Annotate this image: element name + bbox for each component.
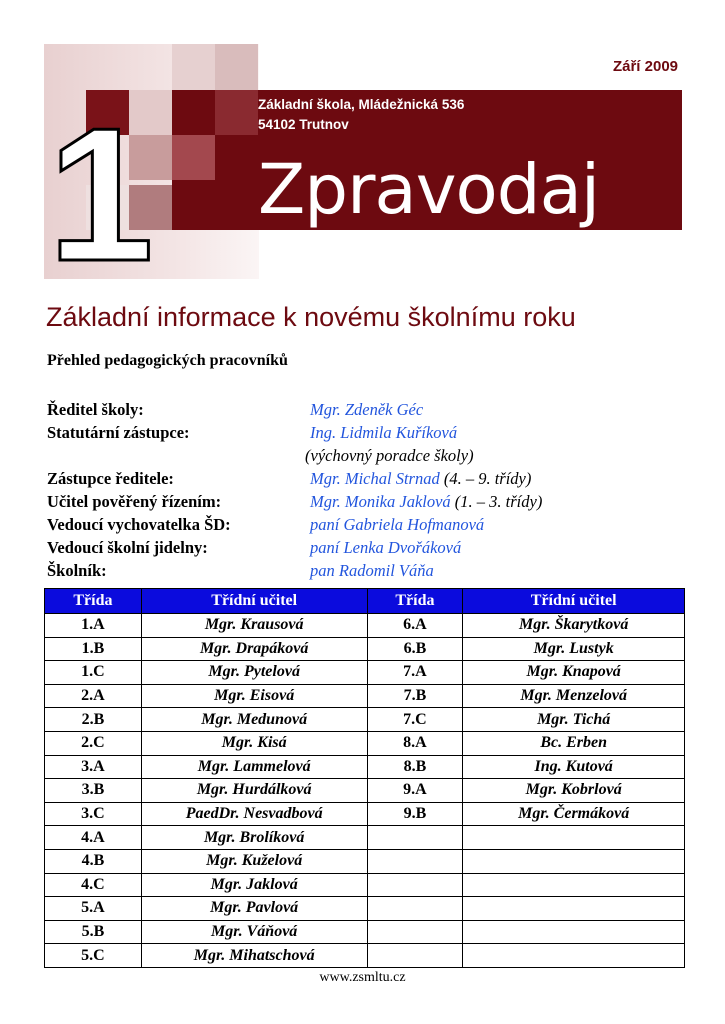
teacher-cell: Bc. Erben	[463, 731, 685, 755]
class-cell	[367, 920, 463, 944]
header-square	[215, 44, 258, 90]
class-cell: 1.C	[45, 661, 142, 685]
class-cell: 4.B	[45, 849, 142, 873]
teacher-cell: Mgr. Krausová	[141, 614, 367, 638]
teacher-cell: Mgr. Kobrlová	[463, 779, 685, 803]
teacher-cell: PaedDr. Nesvadbová	[141, 802, 367, 826]
class-cell: 4.C	[45, 873, 142, 897]
table-row	[45, 755, 685, 779]
staff-role: Ředitel školy:	[47, 400, 144, 419]
teacher-cell: Mgr. Pavlová	[141, 897, 367, 921]
teacher-cell: Mgr. Brolíková	[141, 826, 367, 850]
table-row	[45, 779, 685, 803]
table-row	[45, 731, 685, 755]
teacher-cell: Mgr. Menzelová	[463, 684, 685, 708]
table-row	[45, 897, 685, 921]
staff-name: Mgr. Michal Strnad (4. – 9. třídy)	[310, 469, 532, 488]
class-cell: 5.C	[45, 944, 142, 968]
staff-role: Statutární zástupce:	[47, 423, 190, 442]
class-cell: 2.A	[45, 684, 142, 708]
staff-role: Zástupce ředitele:	[47, 469, 174, 488]
newsletter-title: Zpravodaj	[258, 150, 600, 230]
teacher-cell: Mgr. Medunová	[141, 708, 367, 732]
header-square	[172, 44, 215, 90]
teacher-cell: Mgr. Mihatschová	[141, 944, 367, 968]
page-heading: Základní informace k novému školnímu roku	[46, 302, 576, 332]
class-cell: 6.B	[367, 637, 463, 661]
header-square	[215, 90, 258, 135]
staff-role: Vedoucí vychovatelka ŠD:	[47, 515, 231, 534]
section-subheading: Přehled pedagogických pracovníků	[47, 352, 288, 369]
table-row	[45, 614, 685, 638]
class-cell: 1.B	[45, 637, 142, 661]
staff-note: (výchovný poradce školy)	[305, 446, 474, 465]
column-header-teacher: Třídní učitel	[463, 589, 685, 614]
class-cell: 8.A	[367, 731, 463, 755]
class-cell: 3.B	[45, 779, 142, 803]
staff-name: Mgr. Monika Jaklová (1. – 3. třídy)	[310, 492, 543, 511]
teacher-cell: Mgr. Eisová	[141, 684, 367, 708]
class-cell: 9.A	[367, 779, 463, 803]
class-cell: 5.A	[45, 897, 142, 921]
class-cell: 8.B	[367, 755, 463, 779]
class-cell	[367, 849, 463, 873]
teacher-cell: Mgr. Tichá	[463, 708, 685, 732]
class-cell: 7.B	[367, 684, 463, 708]
staff-name: Ing. Lidmila Kuříková	[310, 423, 458, 442]
teacher-cell: Mgr. Jaklová	[141, 873, 367, 897]
staff-role: Učitel pověřený řízením:	[47, 492, 222, 511]
table-row	[45, 684, 685, 708]
teacher-cell: Mgr. Kuželová	[141, 849, 367, 873]
teacher-cell: Mgr. Kisá	[141, 731, 367, 755]
teacher-cell: Mgr. Pytelová	[141, 661, 367, 685]
table-row	[45, 849, 685, 873]
table-row	[45, 802, 685, 826]
teacher-cell: Mgr. Knapová	[463, 661, 685, 685]
staff-name: Mgr. Zdeněk Géc	[310, 400, 424, 419]
class-cell: 1.A	[45, 614, 142, 638]
table-header-row	[45, 589, 685, 614]
class-cell	[367, 944, 463, 968]
teacher-cell: Ing. Kutová	[463, 755, 685, 779]
class-cell: 7.C	[367, 708, 463, 732]
issue-date: Září 2009	[612, 58, 678, 75]
class-cell: 7.A	[367, 661, 463, 685]
staff-role: Školník:	[47, 561, 107, 580]
teacher-cell	[463, 873, 685, 897]
footer-url: www.zsmltu.cz	[319, 970, 406, 985]
teacher-cell: Mgr. Drapáková	[141, 637, 367, 661]
table-row	[45, 944, 685, 968]
class-cell	[367, 873, 463, 897]
school-address	[258, 95, 464, 135]
column-header-teacher: Třídní učitel	[141, 589, 367, 614]
teacher-cell: Mgr. Hurdálková	[141, 779, 367, 803]
teacher-cell	[463, 897, 685, 921]
class-cell: 9.B	[367, 802, 463, 826]
class-cell: 2.C	[45, 731, 142, 755]
column-header-class: Třída	[45, 589, 142, 614]
issue-number: 1	[48, 89, 154, 301]
table-row	[45, 826, 685, 850]
header-square	[172, 135, 215, 180]
staff-name: pan Radomil Váňa	[310, 561, 434, 580]
teacher-cell	[463, 944, 685, 968]
class-cell	[367, 897, 463, 921]
teacher-cell	[463, 849, 685, 873]
class-cell: 3.C	[45, 802, 142, 826]
column-header-class: Třída	[367, 589, 463, 614]
teacher-cell	[463, 826, 685, 850]
teacher-cell: Mgr. Váňová	[141, 920, 367, 944]
teacher-cell: Mgr. Čermáková	[463, 802, 685, 826]
table-row	[45, 708, 685, 732]
address-line-2: 54102 Trutnov	[258, 117, 349, 132]
class-cell: 2.B	[45, 708, 142, 732]
staff-role: Vedoucí školní jidelny:	[47, 538, 208, 557]
teacher-cell: Mgr. Lammelová	[141, 755, 367, 779]
class-teacher-table	[44, 588, 685, 968]
teacher-cell	[463, 920, 685, 944]
teacher-cell: Mgr. Lustyk	[463, 637, 685, 661]
table-row	[45, 661, 685, 685]
class-cell: 5.B	[45, 920, 142, 944]
class-cell	[367, 826, 463, 850]
class-cell: 3.A	[45, 755, 142, 779]
table-row	[45, 637, 685, 661]
staff-name: paní Lenka Dvořáková	[310, 538, 462, 557]
class-cell: 6.A	[367, 614, 463, 638]
table-row	[45, 873, 685, 897]
staff-name: paní Gabriela Hofmanová	[310, 515, 485, 534]
teacher-cell: Mgr. Škarytková	[463, 614, 685, 638]
table-row	[45, 920, 685, 944]
address-line-1: Základní škola, Mládežnická 536	[258, 97, 465, 112]
class-cell: 4.A	[45, 826, 142, 850]
